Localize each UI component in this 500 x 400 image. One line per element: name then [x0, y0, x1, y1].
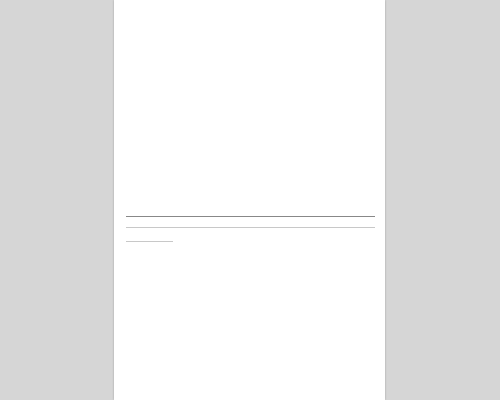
figure-caption — [126, 184, 132, 190]
column-header-row — [126, 228, 375, 242]
designation-header-spacer — [126, 228, 173, 242]
technical-drawing — [114, 0, 385, 185]
document-page — [114, 0, 385, 400]
designation-header — [126, 217, 173, 228]
dimensions-group-header — [173, 217, 375, 228]
dimensions-table — [126, 216, 375, 242]
